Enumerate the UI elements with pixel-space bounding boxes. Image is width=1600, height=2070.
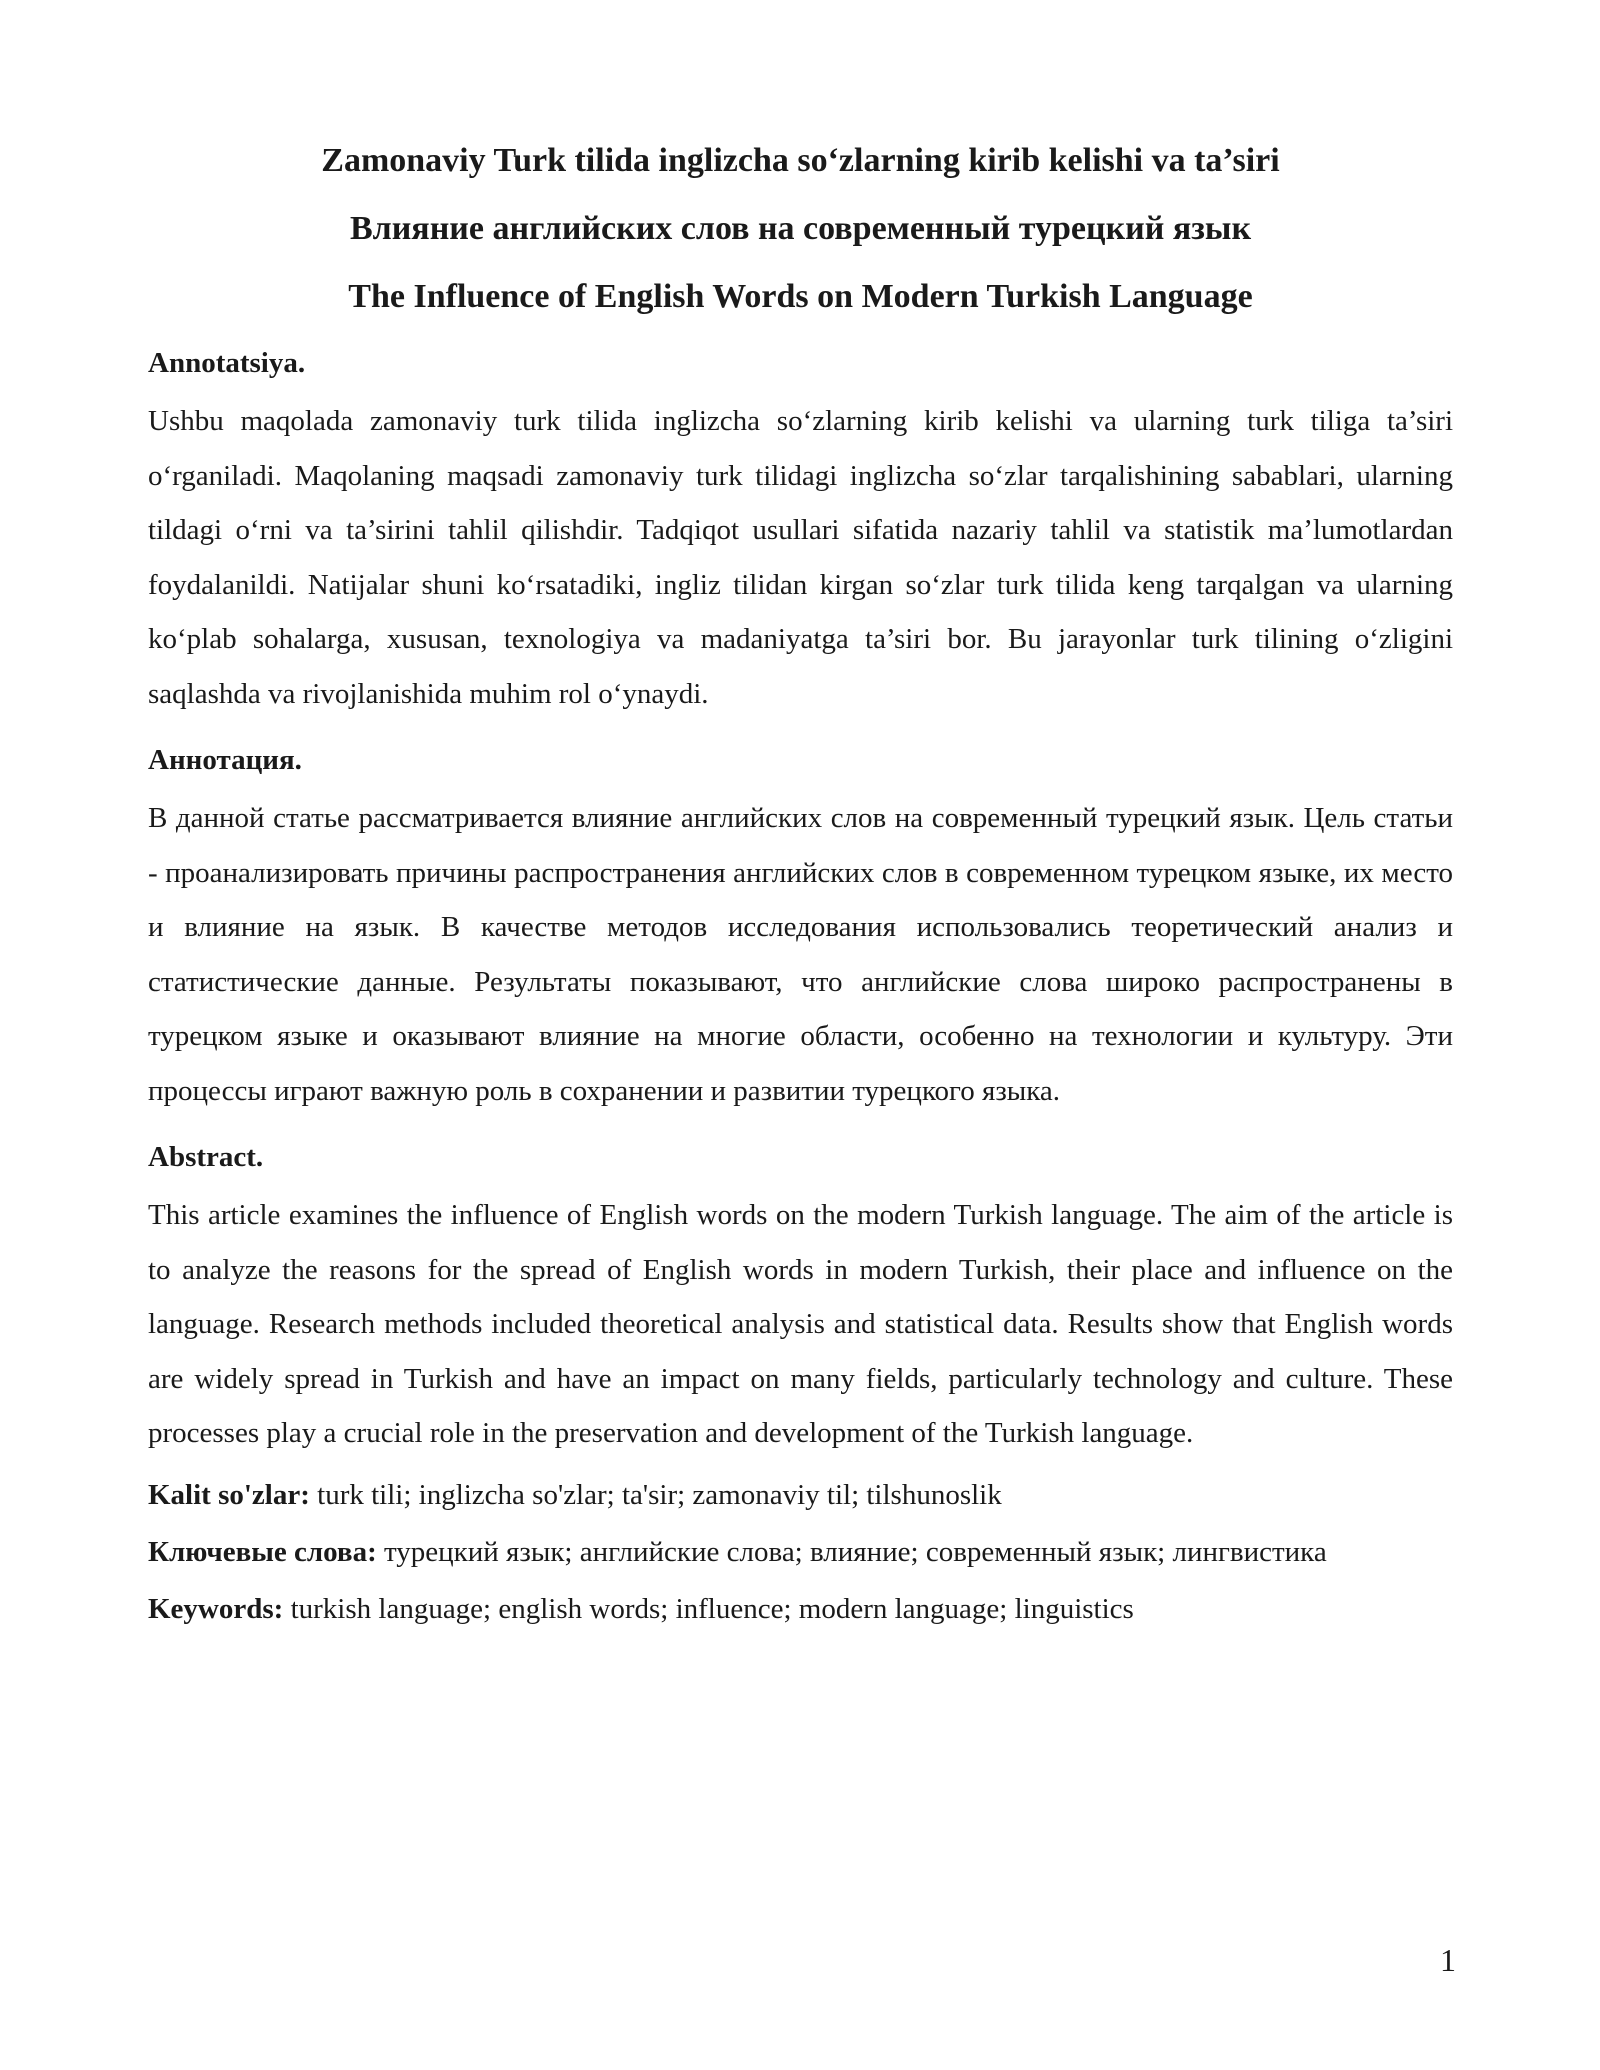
keywords-en-value: turkish language; english words; influence; modern language; linguistics (283, 1592, 1134, 1625)
annotation-ru-heading: Аннотация. (148, 744, 302, 776)
title-uz: Zamonaviy Turk tilida inglizcha so‘zlarning kirib kelishi va ta’siri (321, 142, 1280, 179)
abstract-en-section (148, 1138, 1453, 1461)
keywords-section (148, 1467, 1453, 1638)
annotation-ru-text: В данной статье рассматривается влияние английских слов на современный турецкий язык. Цель статьи - проанализировать причины распространения английских слов в современном турецком языке, их место и влияние на язык. В качестве методов исследования использовались теоретический анализ и статистические данные. Результаты показывают, что английские слова широко распространены в турецком языке и оказывают влияние на многие области, особенно на технологии и культуру. Эти процессы играют важную роль в сохранении и развитии турецкого языка. (148, 802, 1453, 1107)
keywords-uz-label: Kalit so'zlar: (148, 1478, 310, 1511)
abstract-en-heading: Abstract. (148, 1141, 264, 1173)
keywords-en-label: Keywords: (148, 1592, 284, 1625)
keywords-ru-label: Ключевые слова: (148, 1535, 377, 1568)
document-page (148, 140, 1453, 1638)
annotation-uz-heading: Annotatsiya. (148, 347, 306, 379)
keywords-uz-value: turk tili; inglizcha so'zlar; ta'sir; zamonaviy til; tilshunoslik (309, 1478, 1002, 1511)
page-number: 1 (1440, 1942, 1456, 1978)
keywords-ru (148, 1524, 1453, 1581)
keywords-uz (148, 1467, 1453, 1524)
title-en: The Influence of English Words on Modern Turkish Language (348, 278, 1253, 315)
annotation-uz-section (148, 344, 1453, 721)
keywords-ru-value: турецкий язык; английские слова; влияние; современный язык; лингвистика (376, 1535, 1327, 1568)
abstract-en-text: This article examines the influence of English words on the modern Turkish language. The aim of the article is to analyze the reasons for the spread of English words in modern Turkish, their place and influence on the language. Research methods included theoretical analysis and statistical data. Results show that English words are widely spread in Turkish and have an impact on many fields, particularly technology and culture. These processes play a crucial role in the preservation and development of the Turkish language. (148, 1199, 1453, 1449)
annotation-uz-text: Ushbu maqolada zamonaviy turk tilida inglizcha so‘zlarning kirib kelishi va ularning turk tiliga ta’siri o‘rganiladi. Maqolaning maqsadi zamonaviy turk tilidagi inglizcha so‘zlar tarqalishining sabablari, ularning tildagi o‘rni va ta’sirini tahlil qilishdir. Tadqiqot usullari sifatida nazariy tahlil va statistik ma’lumotlardan foydalanildi. Natijalar shuni ko‘rsatadiki, ingliz tilidan kirgan so‘zlar turk tilida keng tarqalgan va ularning ko‘plab sohalarga, xususan, texnologiya va madaniyatga ta’siri bor. Bu jarayonlar turk tilining o‘zligini saqlashda va rivojlanishida muhim rol o‘ynaydi. (148, 405, 1453, 710)
keywords-en (148, 1581, 1453, 1638)
title-ru: Влияние английских слов на современный турецкий язык (349, 210, 1252, 247)
annotation-ru-section (148, 741, 1453, 1118)
